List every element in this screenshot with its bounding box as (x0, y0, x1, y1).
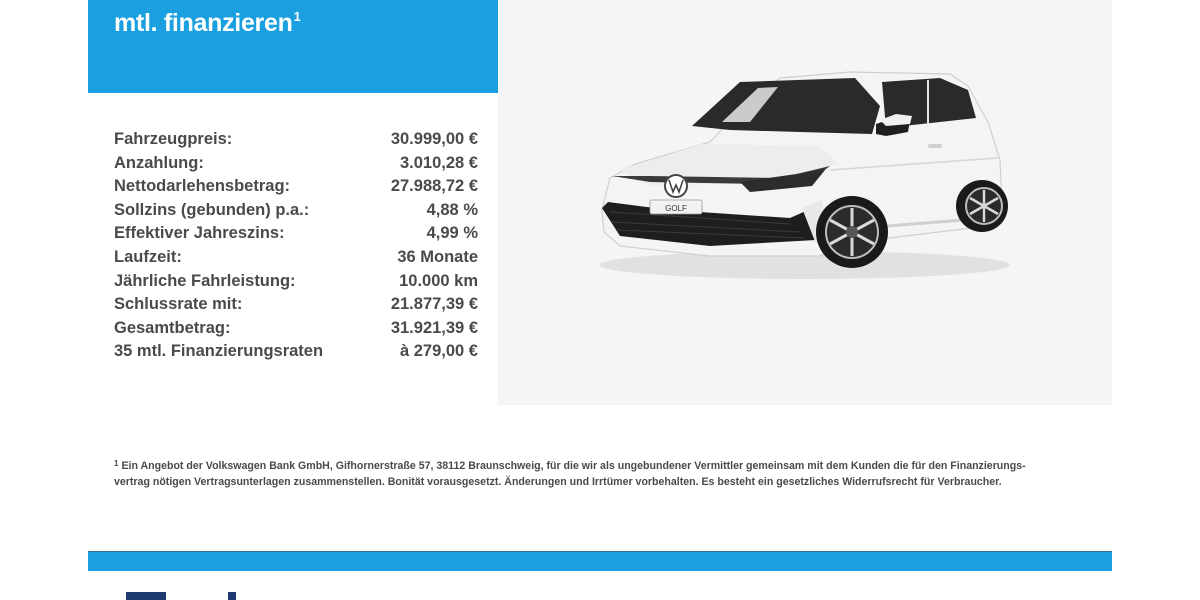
finance-label: Anzahlung: (114, 153, 204, 172)
finance-value: à 279,00 € (400, 342, 478, 361)
finance-row (114, 246, 478, 270)
finance-label: Laufzeit: (114, 247, 182, 266)
finance-value: 30.999,00 € (390, 130, 478, 148)
finance-label: Jährliche Fahrleistung: (114, 271, 296, 290)
finance-label: 35 mtl. Finanzierungsraten (114, 342, 324, 361)
finance-value: 31.921,39 € (390, 318, 478, 337)
finance-value: 27.988,72 € (390, 177, 478, 196)
footnote-marker: 1 (114, 459, 119, 468)
finance-value: 4,99 % (426, 224, 478, 243)
finance-value: 4,88 % (426, 200, 478, 219)
page-title-text: mtl. finanzieren (114, 9, 293, 37)
plate-text: GOLF (665, 204, 687, 213)
finance-label: Schlussrate mit: (114, 295, 243, 314)
finance-value: 21.877,39 € (390, 295, 478, 314)
finance-label: Fahrzeugpreis: (114, 130, 233, 148)
cropped-logo-fragment (126, 592, 166, 600)
finance-row (114, 270, 478, 294)
car-illustration (590, 60, 1020, 290)
cropped-logo-fragment (228, 592, 236, 600)
finance-label: Effektiver Jahreszins: (114, 224, 285, 243)
finance-row (114, 222, 478, 246)
finance-row (114, 199, 478, 223)
finance-table (114, 128, 478, 364)
page-title (114, 9, 301, 38)
bottom-accent-bar (88, 552, 1112, 571)
finance-label: Gesamtbetrag: (114, 318, 231, 337)
finance-row (114, 128, 478, 152)
footnote-text: Ein Angebot der Volkswagen Bank GmbH, Gifhornerstraße 57, 38112 Braunschweig, für die wir als ungebundener Vermittler gemeinsam mit dem Kunden die für den Finanzierungs-vertrag nötigen Vertragsunterlagen zusammenstellen. Bonität vorausgesetzt. Änderungen und Irrtümer vorbehalten. Es besteht ein gesetzliches Widerrufsrecht für Verbraucher. (114, 460, 1026, 488)
finance-row (114, 317, 478, 341)
vw-golf-car-image (590, 60, 1020, 290)
header-banner (88, 0, 498, 93)
footnote-marker: 1 (293, 9, 301, 24)
legal-footnote (114, 456, 1034, 490)
finance-row (114, 175, 478, 199)
finance-value: 36 Monate (397, 247, 478, 266)
finance-value: 10.000 km (399, 271, 478, 290)
finance-label: Sollzins (gebunden) p.a.: (114, 200, 310, 219)
finance-value: 3.010,28 € (400, 153, 478, 172)
finance-label: Nettodarlehensbetrag: (114, 177, 291, 196)
finance-row (114, 293, 478, 317)
finance-row (114, 152, 478, 176)
finance-row (114, 340, 478, 364)
